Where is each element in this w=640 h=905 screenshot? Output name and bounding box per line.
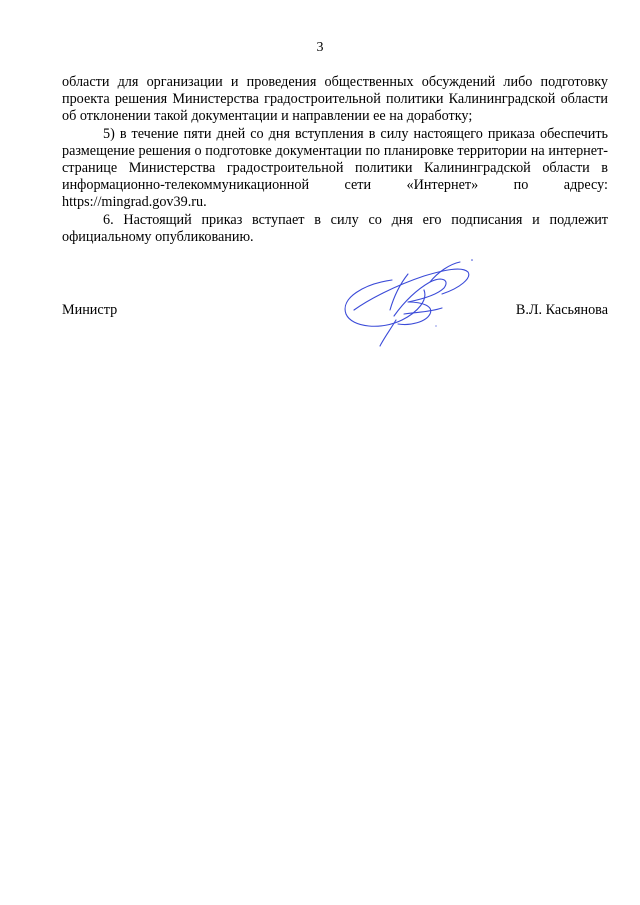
page-number: 3: [316, 40, 324, 55]
paragraph-item-6: 6. Настоящий приказ вступает в силу со дня его подписания и подлежит официальному опубликованию.: [62, 211, 608, 245]
document-body: [62, 74, 608, 246]
paragraph-item-5: 5) в течение пяти дней со дня вступления в силу настоящего приказа обеспечить размещение решения о подготовке документации по планировке территории на интернет-странице Министерства градостроительной политики Калининградской области в информационно-телекоммуникационной сети «Интернет» по адресу: https://mingrad.gov39.ru.: [62, 125, 608, 211]
paragraph-continuation: области для организации и проведения общественных обсуждений либо подготовку проекта решения Министерства градостроительной политики Калининградской области об отклонении такой документации и направлении ее на доработку;: [62, 74, 608, 125]
signatory-name: В.Л. Касьянова: [515, 302, 608, 318]
signatory-title: Министр: [62, 302, 118, 318]
handwritten-signature: [334, 250, 484, 348]
